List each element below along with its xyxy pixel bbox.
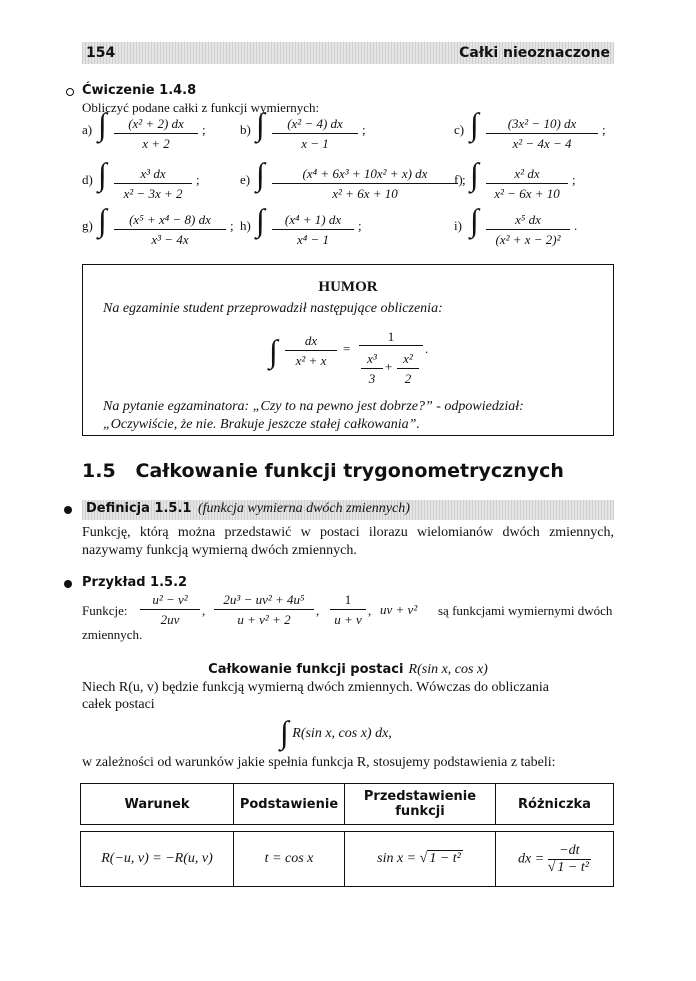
humor-lhs-fraction: $\frac{dx}{\text{x² + x}}$ xyxy=(285,333,337,369)
subsection-paragraph-1a: Niech R(u, v) będzie funkcją wymierną dwóch zmiennych. Wówczas do obliczania xyxy=(82,680,550,695)
header-podstawienie: Podstawienie xyxy=(234,784,345,825)
example-bullet-icon xyxy=(64,580,72,588)
exercise-item: e) ∫ $\frac{\text{(x⁴ + 6x³ + 10x² + x) dx}}{\text{x² + 6x + 10}}$ ; xyxy=(240,156,466,201)
cell-representation: sin x = √ 1 − t² xyxy=(345,832,496,887)
cell-substitution: t = cos x xyxy=(234,832,345,887)
definition-label: Definicja 1.5.1 xyxy=(86,501,192,516)
humor-rhs-num: 1 xyxy=(359,329,423,346)
exercise-fraction: $\frac{\text{(x⁴ + 6x³ + 10x² + x) dx}}{\text{x² + 6x + 10}}$ xyxy=(272,166,458,202)
subsection-paragraph-2: w zależności od warunków jakie spełnia funkcja R, stosujemy podstawienia z tabeli: xyxy=(82,755,556,770)
cell-condition: R(−u, v) = −R(u, v) xyxy=(81,832,234,887)
exercise-fraction: $\frac{\text{(x² − 4) dx}}{x - 1}$ xyxy=(272,116,358,152)
exercise-item: b) ∫ $\frac{\text{(x² − 4) dx}}{x - 1}$ ; xyxy=(240,106,366,151)
exercise-item: c) ∫ $\frac{\text{(3x² − 10) dx}}{\text{x² − 4x − 4}}$ ; xyxy=(454,106,606,151)
exercise-item: a) ∫ $\frac{\text{(x² + 2) dx}}{x + 2}$ ; xyxy=(82,106,206,151)
exercise-bullet-icon xyxy=(66,88,74,96)
exercise-fraction: $\frac{\text{x² dx}}{\text{x² − 6x + 10}}$ xyxy=(486,166,568,202)
humor-formula: ∫ $\frac{dx}{\text{x² + x}}$ = 1 $\frac{\text{x³}}{3}$ + $\frac{\text{x²}}{2}$ . xyxy=(269,329,429,386)
page-number: 154 xyxy=(86,45,116,61)
exercise-fraction: $\frac{\text{x³ dx}}{\text{x² − 3x + 2}}$ xyxy=(114,166,192,202)
exercise-instruction: Obliczyć podane całki z funkcji wymiernych: xyxy=(82,100,320,115)
running-title: Całki nieoznaczone xyxy=(459,45,610,61)
running-header xyxy=(82,42,614,64)
humor-title: HUMOR xyxy=(318,279,378,295)
cell-differential: dx = $\frac{-dt}{\text{√ 1 − t²}}$ xyxy=(496,832,614,887)
definition-bar xyxy=(82,500,614,520)
definition-bullet-icon xyxy=(64,506,72,514)
substitution-table xyxy=(80,783,614,887)
exercise-item: f) ∫ $\frac{\text{x² dx}}{\text{x² − 6x + 10}}$ ; xyxy=(454,156,576,201)
exercise-fraction: $\frac{\text{(3x² − 10) dx}}{\text{x² − 4x − 4}}$ xyxy=(486,116,598,152)
example-label: Przykład 1.5.2 xyxy=(82,575,188,590)
exercise-fraction: $\frac{\text{(x² + 2) dx}}{x + 2}$ xyxy=(114,116,198,152)
humor-line-1: Na pytanie egzaminatora: „Czy to na pewno jest dobrze?” - odpowiedział: xyxy=(103,399,524,414)
humor-box xyxy=(82,264,614,436)
section-number: 1.5 xyxy=(82,460,116,482)
table-row xyxy=(81,832,614,887)
subsection-paragraph-1b: całek postaci xyxy=(82,697,155,712)
subsection-integral: ∫ R(sin x, cos x) dx, xyxy=(280,714,392,750)
header-rozniczka: Różniczka xyxy=(496,784,614,825)
exercise-item: h) ∫ $\frac{\text{(x⁴ + 1) dx}}{\text{x⁴ − 1}}$ ; xyxy=(240,202,362,247)
exercise-item: i) ∫ $\frac{\text{x⁵ dx}}{\text{(x² + x − 2)²}}$ . xyxy=(454,202,578,247)
section-title: Całkowanie funkcji trygonometrycznych xyxy=(135,460,564,482)
exercise-fraction: $\frac{\text{(x⁵ + x⁴ − 8) dx}}{\text{x³ − 4x}}$ xyxy=(114,212,226,248)
header-przedstawienie: Przedstawienie funkcji xyxy=(345,784,496,825)
exercise-item: d) ∫ $\frac{\text{x³ dx}}{\text{x² − 3x + 2}}$ ; xyxy=(82,156,200,201)
section-heading xyxy=(82,460,564,482)
definition-text: Funkcję, którą można przedstawić w postaci ilorazu wielomianów dwóch zmiennych, nazywamy funkcją wymierną dwóch zmiennych. xyxy=(82,525,614,558)
humor-line-2: „Oczywiście, że nie. Brakuje jeszcze stałej całkowania”. xyxy=(103,417,420,432)
header-warunek: Warunek xyxy=(81,784,234,825)
table-header-row xyxy=(81,784,614,825)
definition-name: (funkcja wymierna dwóch zmiennych) xyxy=(198,501,410,516)
example-tail: zmiennych. xyxy=(82,627,143,642)
humor-intro: Na egzaminie student przeprowadził następujące obliczenia: xyxy=(103,301,443,316)
example-formulas: Funkcje: $\frac{\text{u² − v²}}{2uv}$ , $\frac{\text{2u³ − uv² + 4u⁵}}{\text{u + v² + 2}}$ , $\frac{1}{u + v}$ , uv + v² są funkcjami wymiernymi dwóch xyxy=(82,592,613,627)
exercise-fraction: $\frac{\text{(x⁴ + 1) dx}}{\text{x⁴ − 1}}$ xyxy=(272,212,354,248)
exercise-item: g) ∫ $\frac{\text{(x⁵ + x⁴ − 8) dx}}{\text{x³ − 4x}}$ ; xyxy=(82,202,234,247)
subsection-heading: Całkowanie funkcji postaci R(sin x, cos x) xyxy=(208,662,488,677)
exercise-fraction: $\frac{\text{x⁵ dx}}{\text{(x² + x − 2)²}}$ xyxy=(486,212,570,248)
exercise-title: Ćwiczenie 1.4.8 xyxy=(82,83,197,98)
